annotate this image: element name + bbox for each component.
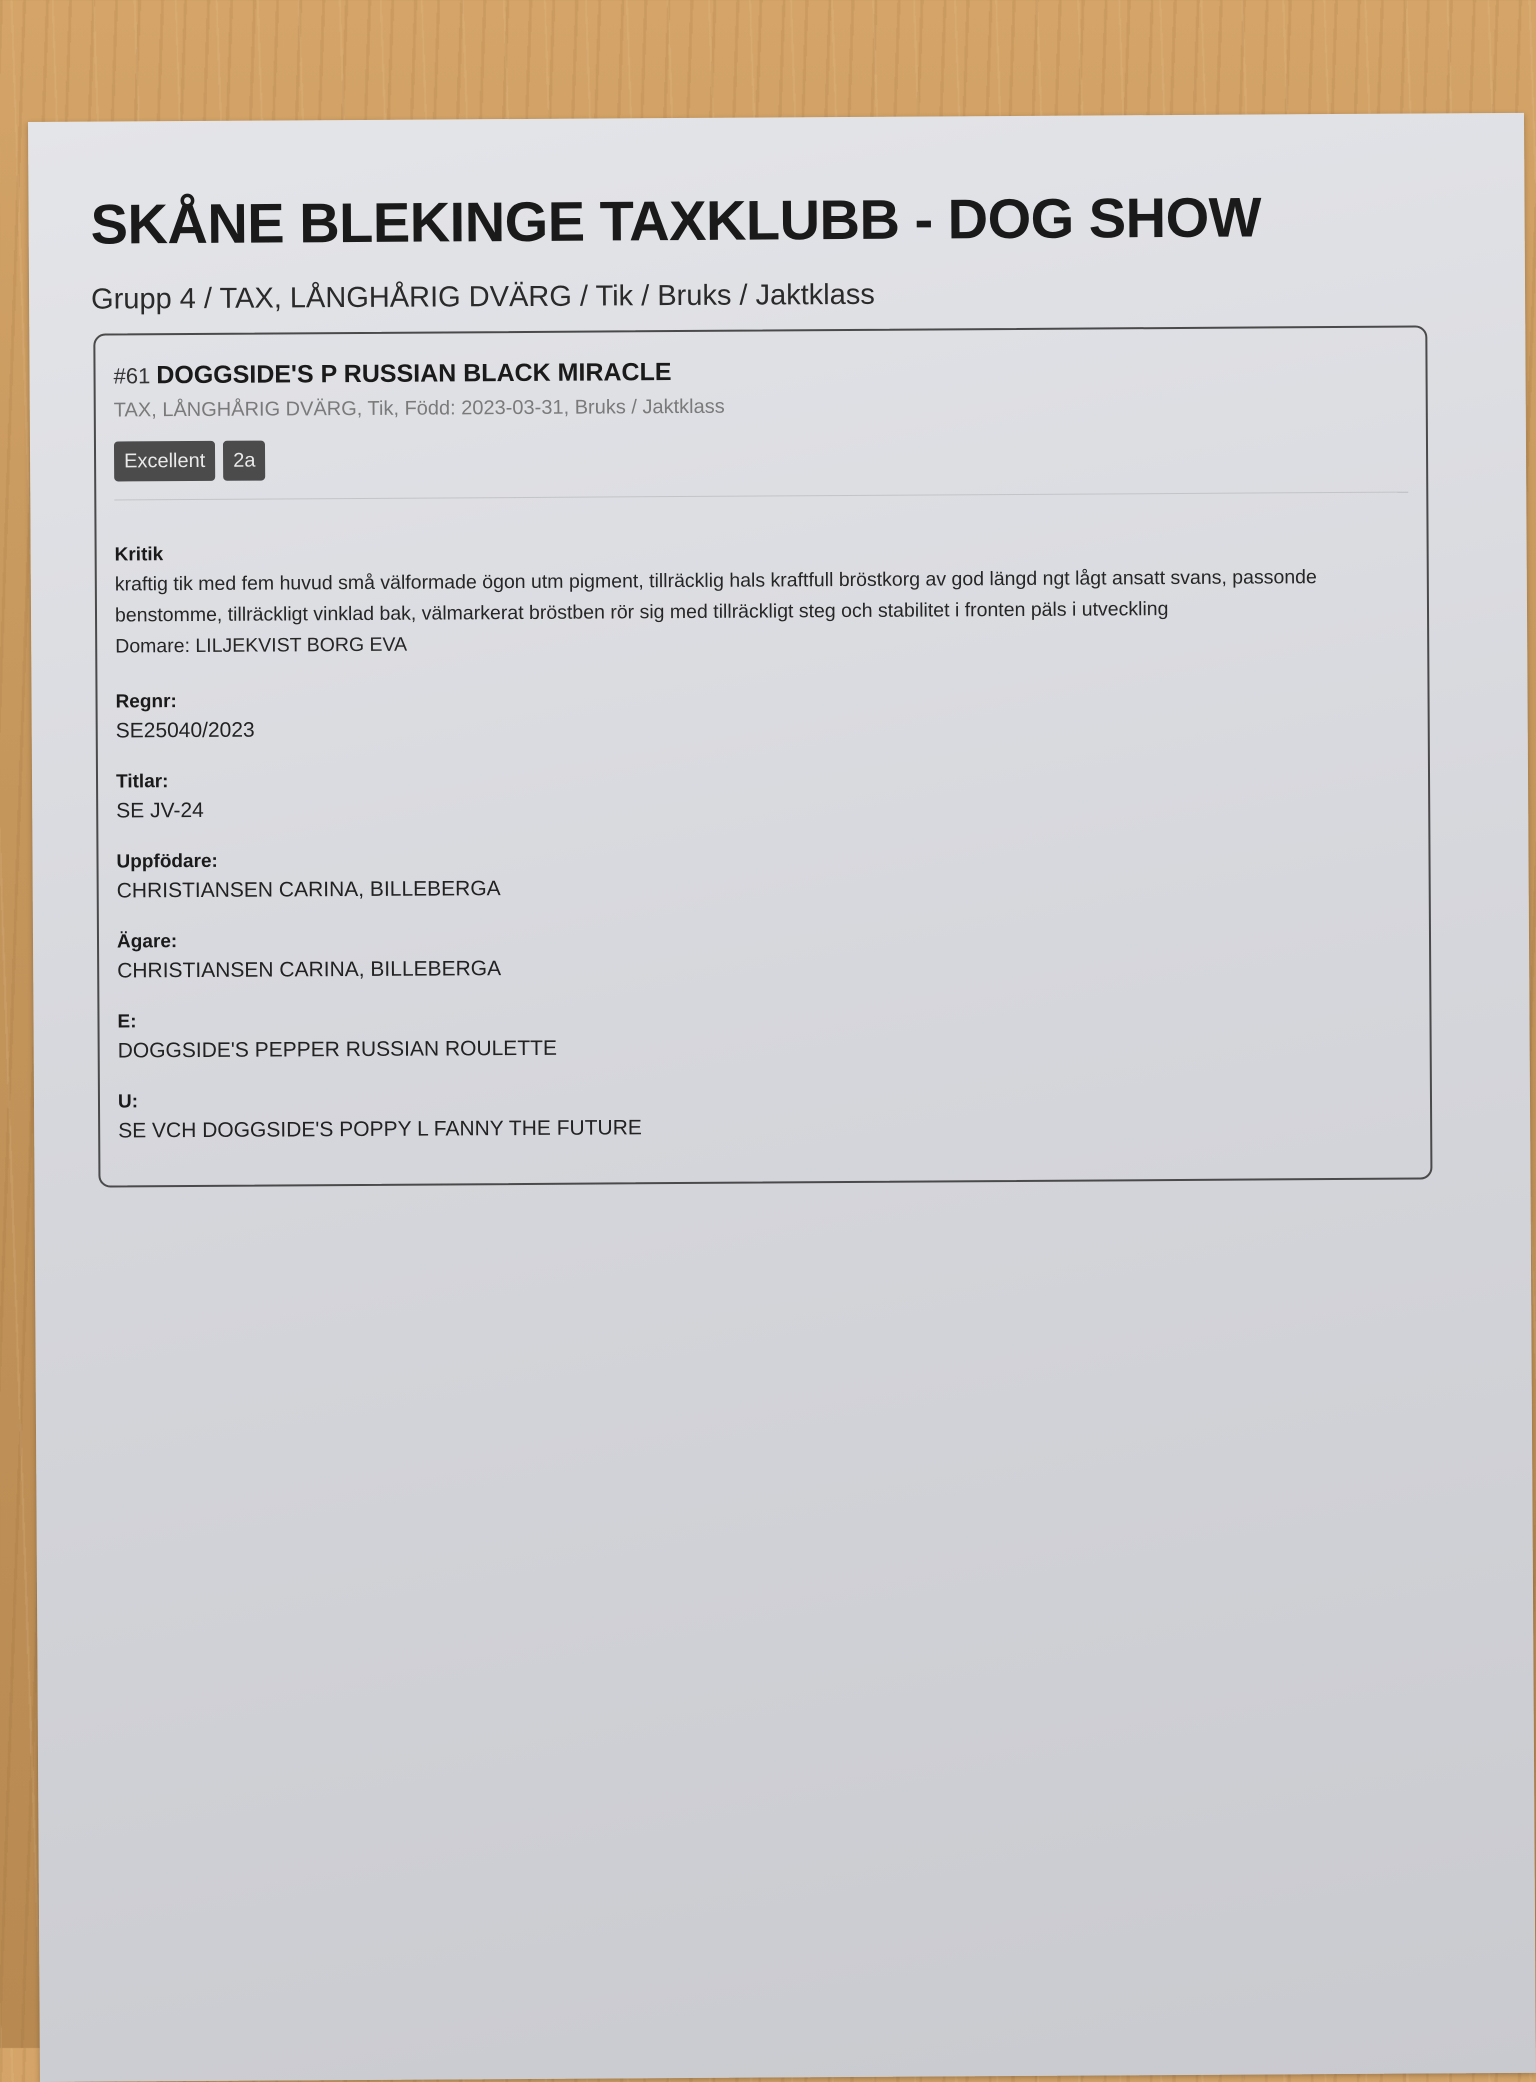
field-label: Ägare:: [116, 931, 178, 953]
field-label: Uppfödare:: [116, 850, 218, 873]
field-label: Titlar:: [115, 771, 169, 793]
dog-meta: TAX, LÅNGHÅRIG DVÄRG, Tik, Född: 2023-03-31, Bruks / Jaktklass: [113, 395, 725, 422]
field-value: SE VCH DOGGSIDE'S POPPY L FANNY THE FUTURE: [118, 1116, 642, 1143]
dog-heading: [113, 358, 671, 390]
divider: [114, 492, 1408, 501]
field-breeder: [116, 841, 1416, 907]
catalog-number: #61: [113, 363, 151, 389]
field-sire: [117, 1001, 1417, 1067]
critique-text: kraftig tik med fem huvud små välformade ögon utm pigment, tillräcklig hals kraftfull bröstkorg av god längd ngt lågt ansatt svans, passonde benstomme, tillräckligt vinklad bak, välmarkerat bröstben rör sig med tillräckligt steg och stabilitet i fronten päls i utveckling: [114, 566, 1317, 627]
field-value: SE25040/2023: [115, 718, 255, 743]
critique-label: Kritik: [114, 544, 164, 566]
dog-name: DOGGSIDE'S P RUSSIAN BLACK MIRACLE: [156, 358, 672, 390]
field-label: U:: [117, 1091, 139, 1113]
field-titles: [116, 761, 1416, 827]
field-label: E:: [117, 1011, 137, 1033]
field-value: SE JV-24: [116, 798, 204, 823]
breadcrumb: Grupp 4 / TAX, LÅNGHÅRIG DVÄRG / Tik / Bruks / Jaktklass: [90, 278, 875, 316]
quality-badge: Excellent: [114, 441, 215, 482]
judge-name: Domare: LILJEKVIST BORG EVA: [115, 633, 408, 658]
field-regnr: [115, 681, 1415, 747]
field-dam: [118, 1081, 1418, 1147]
entry-details: [115, 534, 1419, 1169]
critique-section: [115, 534, 1416, 663]
paper-sheet: [28, 113, 1536, 2082]
placement-badge: 2a: [223, 441, 265, 481]
field-label: Regnr:: [115, 691, 177, 713]
dog-entry-card: [93, 325, 1432, 1187]
result-badges: [114, 441, 266, 482]
field-value: CHRISTIANSEN CARINA, BILLEBERGA: [117, 957, 502, 983]
page-title: SKÅNE BLEKINGE TAXKLUBB - DOG SHOW: [90, 185, 1262, 256]
field-value: CHRISTIANSEN CARINA, BILLEBERGA: [116, 877, 501, 903]
field-owner: [117, 921, 1417, 987]
field-value: DOGGSIDE'S PEPPER RUSSIAN ROULETTE: [117, 1036, 558, 1063]
